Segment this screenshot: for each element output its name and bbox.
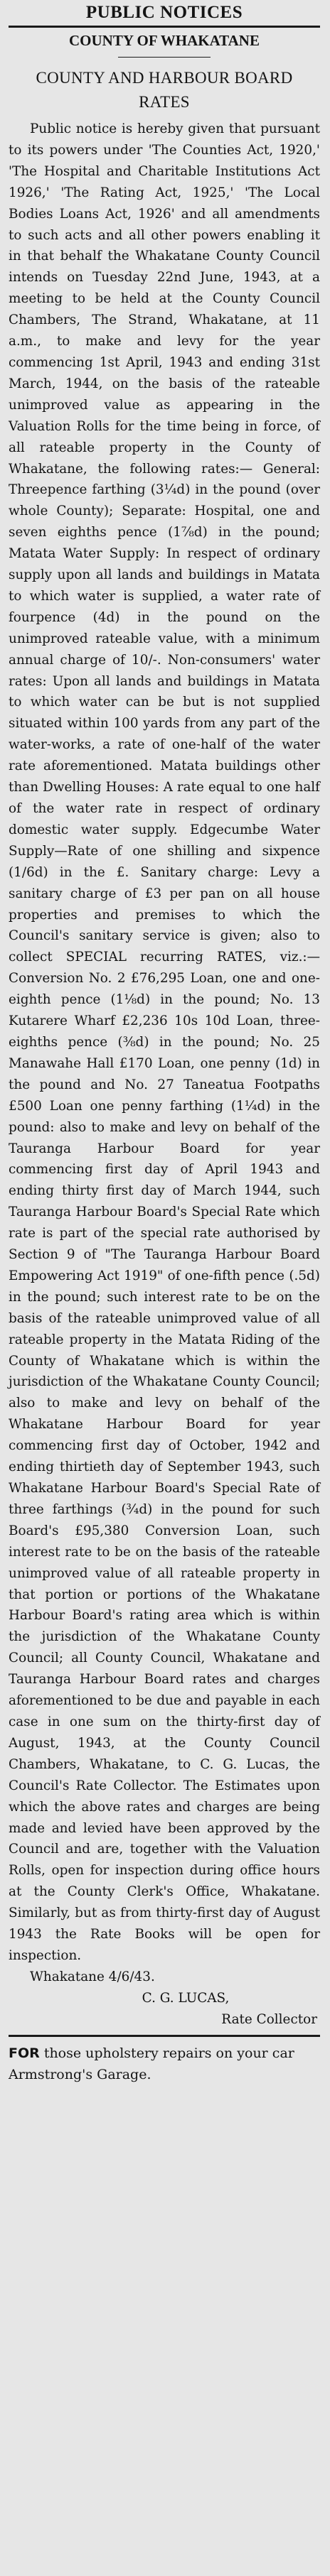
advert (9, 2043, 320, 2085)
advert-lead: FOR (9, 2045, 40, 2061)
newspaper-column (0, 1, 330, 2576)
section-heading: PUBLIC NOTICES (85, 3, 243, 22)
notice-title: COUNTY AND HARBOUR BOARD RATES (36, 69, 293, 111)
signature-name: C. G. LUCAS, (142, 1990, 230, 2006)
short-divider (118, 57, 211, 58)
advert-text: those upholstery repairs on your car Armstrong's Garage. (9, 2045, 294, 2082)
heading-rule (9, 26, 320, 28)
signature-role: Rate Collector (221, 2011, 317, 2027)
signature-place-date: Whakatane 4/6/43. (30, 1969, 155, 1984)
county-heading: COUNTY OF WHAKATANE (69, 32, 260, 49)
notice-body: Public notice is hereby given that pursuant to its powers under 'The Counties Act, 1920,' 'The Hospital and Charitable Institutions Act 1926,' 'The Rating Act, 1925,' 'The Local Bodies Loans Act, 1926' and all amendments to such acts and all other powers enabling it in that behalf the Whakatane County Council intends on Tuesday 22nd June, 1943, at a meeting to be held at the County Council Chambers, The Strand, Whakatane, at 11 a.m., to make and levy for the year commencing 1st April, 1943 and ending 31st March, 1944, on the basis of the rateable unimproved value as appearing in the Valuation Rolls for the time being in force, of all rateable property in the County of Whakatane, the following rates:— General: Threepence farthing (3¼d) in the pound (over whole County); Separate: Hospital, one and seven eighths pence (1⅞d) in the pound; Matata Water Supply: In respect of ordinary supply upon all lands and buildings in Matata to which water is supplied, a water rate of fourpence (4d) in the pound on the unimproved rateable value, with a minimum annual charge of 10/-. Non-consumers' water rates: Upon all lands and buildings in Matata to which water can be but is not supplied situated within 100 yards from any part of the water-works, a rate of one-half of the water rate aforementioned. Matata buildings other than Dwelling Houses: A rate equal to one half of the water rate in respect of ordinary domestic water supply. Edgecumbe Water Supply—Rate of one shilling and sixpence (1/6d) in the £. Sanitary charge: Levy a sanitary charge of £3 per pan on all house properties and premises to which the Council's sanitary service is given; also to collect SPECIAL recurring RATES, viz.:— Conversion No. 2 £76,295 Loan, one and one-eighth pence (1⅛d) in the pound; No. 13 Kutarere Wharf £2,236 10s 10d Loan, three-eighths pence (⅜d) in the pound; No. 25 Manawahe Hall £170 Loan, one penny (1d) in the pound and No. 27 Taneatua Footpaths £500 Loan one penny farthing (1¼d) in the pound: also to make and levy on behalf of the Tauranga Harbour Board for year commencing first day of April 1943 and ending thirty first day of March 1944, such Tauranga Harbour Board's Special Rate which rate is part of the special rate authorised by Section 9 of "The Tauranga Harbour Board Empowering Act 1919" of one-fifth pence (.5d) in the pound; such interest rate to be on the basis of the rateable unimproved value of all rateable property in the Matata Riding of the County of Whakatane which is within the jurisdiction of the Whakatane County Council; also to make and levy on behalf of the Whakatane Harbour Board for year commencing first day of October, 1942 and ending thirtieth day of September 1943, such Whakatane Harbour Board's Special Rate of three farthings (¾d) in the pound for such Board's £95,380 Conversion Loan, such interest rate to be on the basis of the rateable unimproved value of all rateable property in that portion or portions of the Whakatane Harbour Board's rating area which is within the jurisdiction of the Whakatane County Council; all County Council, Whakatane and Tauranga Harbour Board rates and charges aforementioned to be due and payable in each case in one sum on the thirty-first day of August, 1943, at the County Council Chambers, Whakatane, to C. G. Lucas, the Council's Rate Collector. The Estimates upon which the above rates and charges are being made and levied have been approved by the Council and are, together with the Valuation Rolls, open for inspection during office hours at the County Clerk's Office, Whakatane. Similarly, but as from thirty-first day of August 1943 the Rate Books will be open for inspection. (9, 121, 320, 1963)
footer-rule (9, 2035, 320, 2037)
